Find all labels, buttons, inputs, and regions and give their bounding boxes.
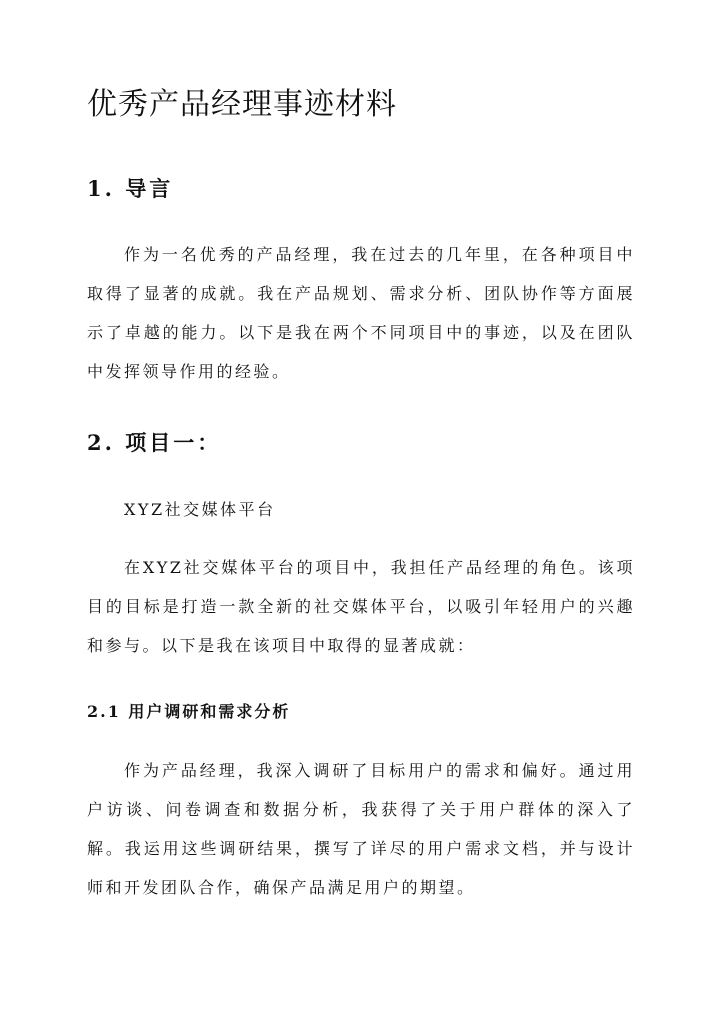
document-title: 优秀产品经理事迹材料 (87, 87, 397, 122)
section-2-1-paragraph: 作为产品经理，我深入调研了目标用户的需求和偏好。通过用户访谈、问卷调查和数据分析，我获得了关于用户群体的深入了解。我运用这些调研结果，撰写了详尽的用户需求文档，并与设计师和开发团队合作，确保产品满足用户的期望。 (87, 761, 635, 897)
project-name: XYZ社交媒体平台 (124, 500, 276, 519)
section-2-heading: 2. 项目一： (87, 430, 222, 455)
section-1-heading: 1. 导言 (87, 176, 174, 201)
section-2-1-heading: 2.1 用户调研和需求分析 (87, 702, 291, 721)
section-2-paragraph: 在XYZ社交媒体平台的项目中，我担任产品经理的角色。该项目的目标是打造一款全新的社交媒体平台，以吸引年轻用户的兴趣和参与。以下是我在该项目中取得的显著成就： (87, 558, 635, 655)
section-1-paragraph: 作为一名优秀的产品经理，我在过去的几年里，在各种项目中取得了显著的成就。我在产品规划、需求分析、团队协作等方面展示了卓越的能力。以下是我在两个不同项目中的事迹，以及在团队中发挥领导作用的经验。 (87, 245, 635, 381)
